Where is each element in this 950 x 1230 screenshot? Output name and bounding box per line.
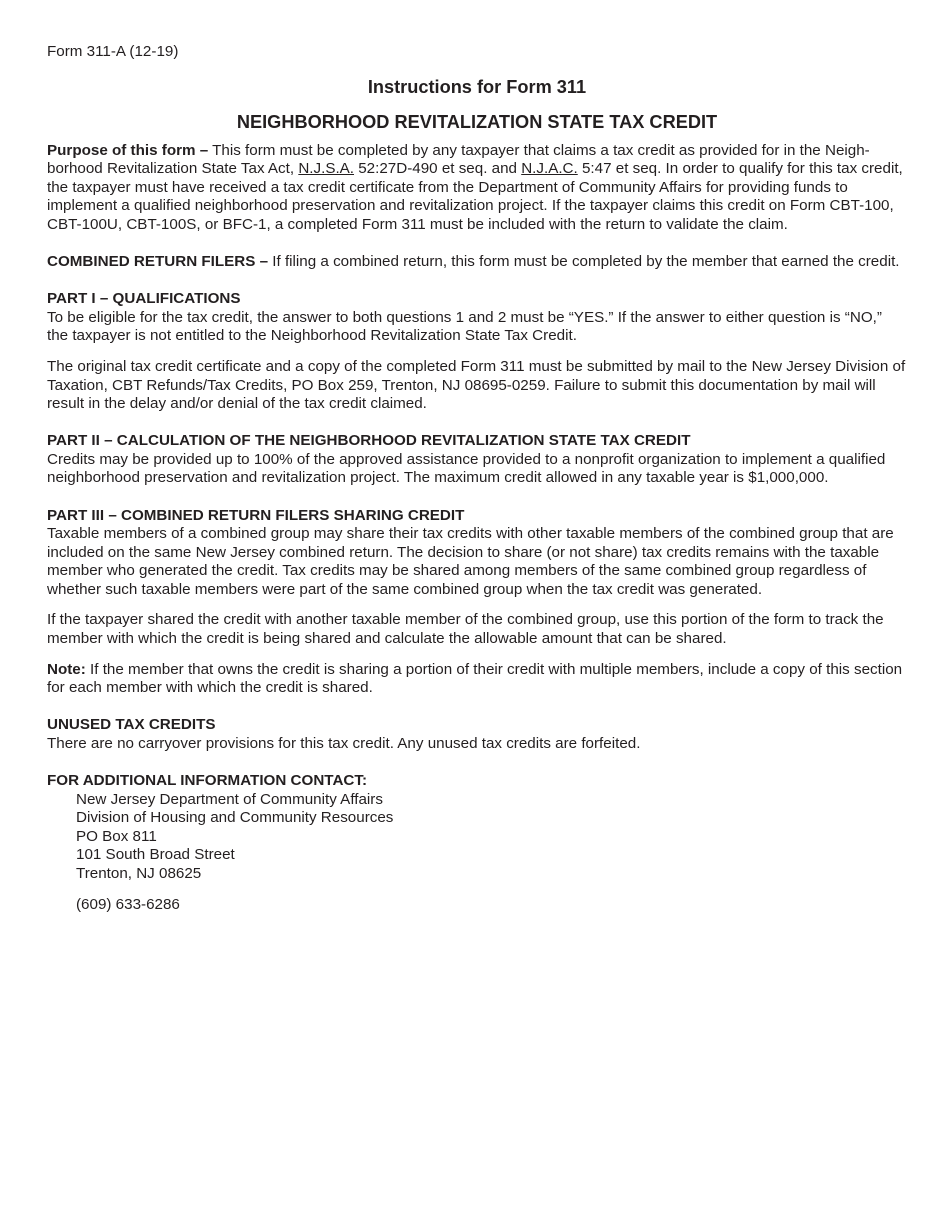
contact-phone: (609) 633-6286 <box>76 895 180 913</box>
part2-section <box>47 432 907 488</box>
instructions-page <box>47 43 907 914</box>
combined-filers-lead: COMBINED RETURN FILERS – <box>47 253 269 271</box>
njsa-reference: N.J.S.A. <box>298 160 355 178</box>
combined-filers-paragraph <box>47 253 907 272</box>
form-id: Form 311-A (12-19) <box>47 43 179 60</box>
unused-credits-text: There are no carryover provisions for this tax credit. Any unused tax credits are forfeited. <box>47 734 641 752</box>
page-title: Instructions for Form 311 <box>367 76 587 97</box>
contact-line-division: Division of Housing and Community Resources <box>76 809 394 827</box>
part3-sharing-text: Taxable members of a combined group may share their tax credits with other taxable members of the combined group that are included on the same New Jersey combined return. The decision to share (or not share) tax credits remains with the taxable member who generated the credit. Tax credits may be shared among members of the same combined group regardless of whether such taxable members were part of the same combined group when the tax credit was generated. <box>47 525 894 598</box>
contact-line-city: Trenton, NJ 08625 <box>76 865 202 882</box>
note-text: If the member that owns the credit is sharing a portion of their credit with multiple members, include a copy of this section for each member with which the credit is shared. <box>47 660 903 697</box>
part1-eligibility-text: To be eligible for the tax credit, the answer to both questions 1 and 2 must be “YES.” If the answer to either question is “NO,” the taxpayer is not entitled to the Neighborhood Revitalization State Tax Credit. <box>47 308 882 345</box>
purpose-paragraph <box>47 142 907 235</box>
part1-section <box>47 290 907 414</box>
unused-credits-section <box>47 716 907 753</box>
part3-tracking-text: If the taxpayer shared the credit with another taxable member of the combined group, use this portion of the form to track the member with which the credit is being shared and calculate the allowable amount that can be shared. <box>47 611 884 648</box>
part1-submission-text: The original tax credit certificate and a copy of the completed Form 311 must be submitted by mail to the New Jersey Division of Taxation, CBT Refunds/Tax Credits, PO Box 259, Trenton, NJ 08695-0259. Failure to submit this documentation by mail will result in the delay and/or denial of the tax credit claimed. <box>47 357 906 413</box>
contact-line-department: New Jersey Department of Community Affairs <box>76 790 383 808</box>
purpose-lead: Purpose of this form – <box>47 141 209 159</box>
note-lead: Note: <box>47 660 86 678</box>
purpose-text-1: This form must be completed by any taxpayer that claims a tax credit as provided for in the Neighborhood Revitalization State Tax Act, <box>47 141 870 178</box>
part3-note <box>47 661 907 698</box>
part2-heading: PART II – CALCULATION OF THE NEIGHBORHOOD REVITALIZATION STATE TAX CREDIT <box>47 432 691 450</box>
contact-line-street: 101 South Broad Street <box>76 846 235 864</box>
purpose-text-2: 52:27D-490 et seq. and <box>354 160 522 178</box>
part1-heading: PART I – QUALIFICATIONS <box>47 290 241 308</box>
contact-section <box>47 772 907 914</box>
combined-filers-text: If filing a combined return, this form must be completed by the member that earned the credit. <box>268 253 900 271</box>
njac-reference: N.J.A.C. <box>521 160 578 178</box>
contact-line-po-box: PO Box 811 <box>76 827 157 845</box>
purpose-text-3: 5:47 et seq. In order to qualify for this tax credit, the taxpayer must have received a tax credit certificate from the Department of Community Affairs for providing funds to implement a qualified neighborhood preservation and revitalization project. If the taxpayer claims this credit on Form CBT-100, CBT-100U, CBT-100S, or BFC-1, a completed Form 311 must be included with the return to validate the claim. <box>47 160 903 233</box>
part3-heading: PART III – COMBINED RETURN FILERS SHARING CREDIT <box>47 506 465 524</box>
part2-text: Credits may be provided up to 100% of the approved assistance provided to a nonprofit organization to implement a qualified neighborhood preservation and revitalization project. The maximum credit allowed in any taxable year is $1,000,000. <box>47 450 886 487</box>
contact-heading: FOR ADDITIONAL INFORMATION CONTACT: <box>47 772 368 790</box>
contact-address <box>76 791 907 915</box>
unused-credits-heading: UNUSED TAX CREDITS <box>47 716 216 734</box>
part3-section <box>47 507 907 698</box>
page-subtitle: NEIGHBORHOOD REVITALIZATION STATE TAX CREDIT <box>236 111 718 132</box>
